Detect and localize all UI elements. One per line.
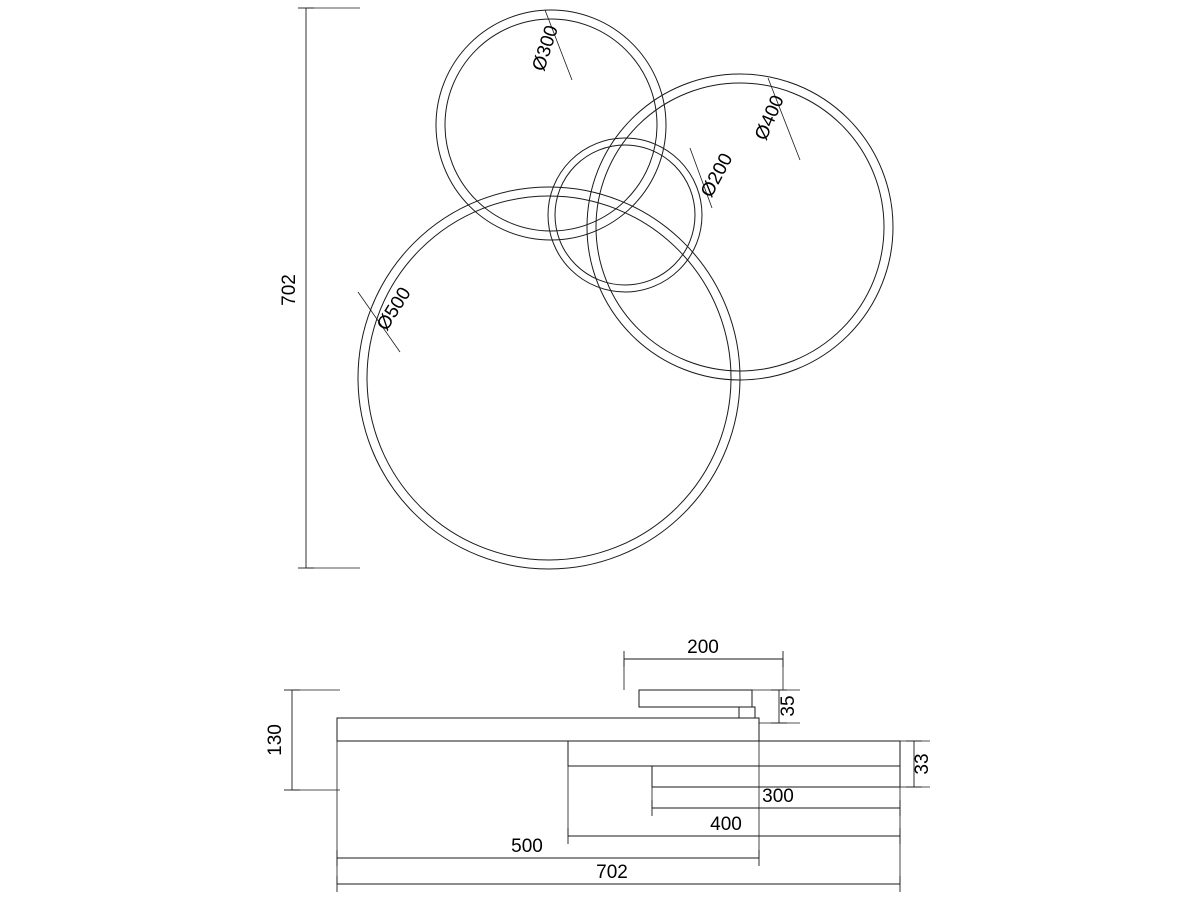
label-dim-300: 300 — [762, 786, 794, 807]
ring-200-shape — [548, 138, 702, 292]
diameter-leaders — [358, 10, 800, 352]
ring-500-shape — [358, 187, 740, 569]
label-diameter-400: Ø400 — [751, 92, 789, 144]
label-dim-130: 130 — [265, 724, 286, 756]
dim-130-group — [284, 690, 340, 790]
ring-group — [358, 10, 893, 569]
ring-400-shape — [587, 74, 893, 380]
label-dim-400: 400 — [710, 814, 742, 835]
label-dim-200: 200 — [687, 637, 719, 658]
label-dim-702: 702 — [596, 862, 628, 883]
label-dim-33: 33 — [912, 753, 933, 775]
label-diameter-500: Ø500 — [373, 283, 416, 335]
label-diameter-200: Ø200 — [696, 149, 738, 201]
label-dim-500: 500 — [511, 836, 543, 857]
side-profile-group — [337, 690, 900, 787]
dim-702-vertical — [298, 8, 360, 568]
label-height-702: 702 — [279, 274, 300, 306]
label-dim-35: 35 — [778, 695, 799, 717]
label-diameter-300: Ø300 — [528, 22, 563, 74]
